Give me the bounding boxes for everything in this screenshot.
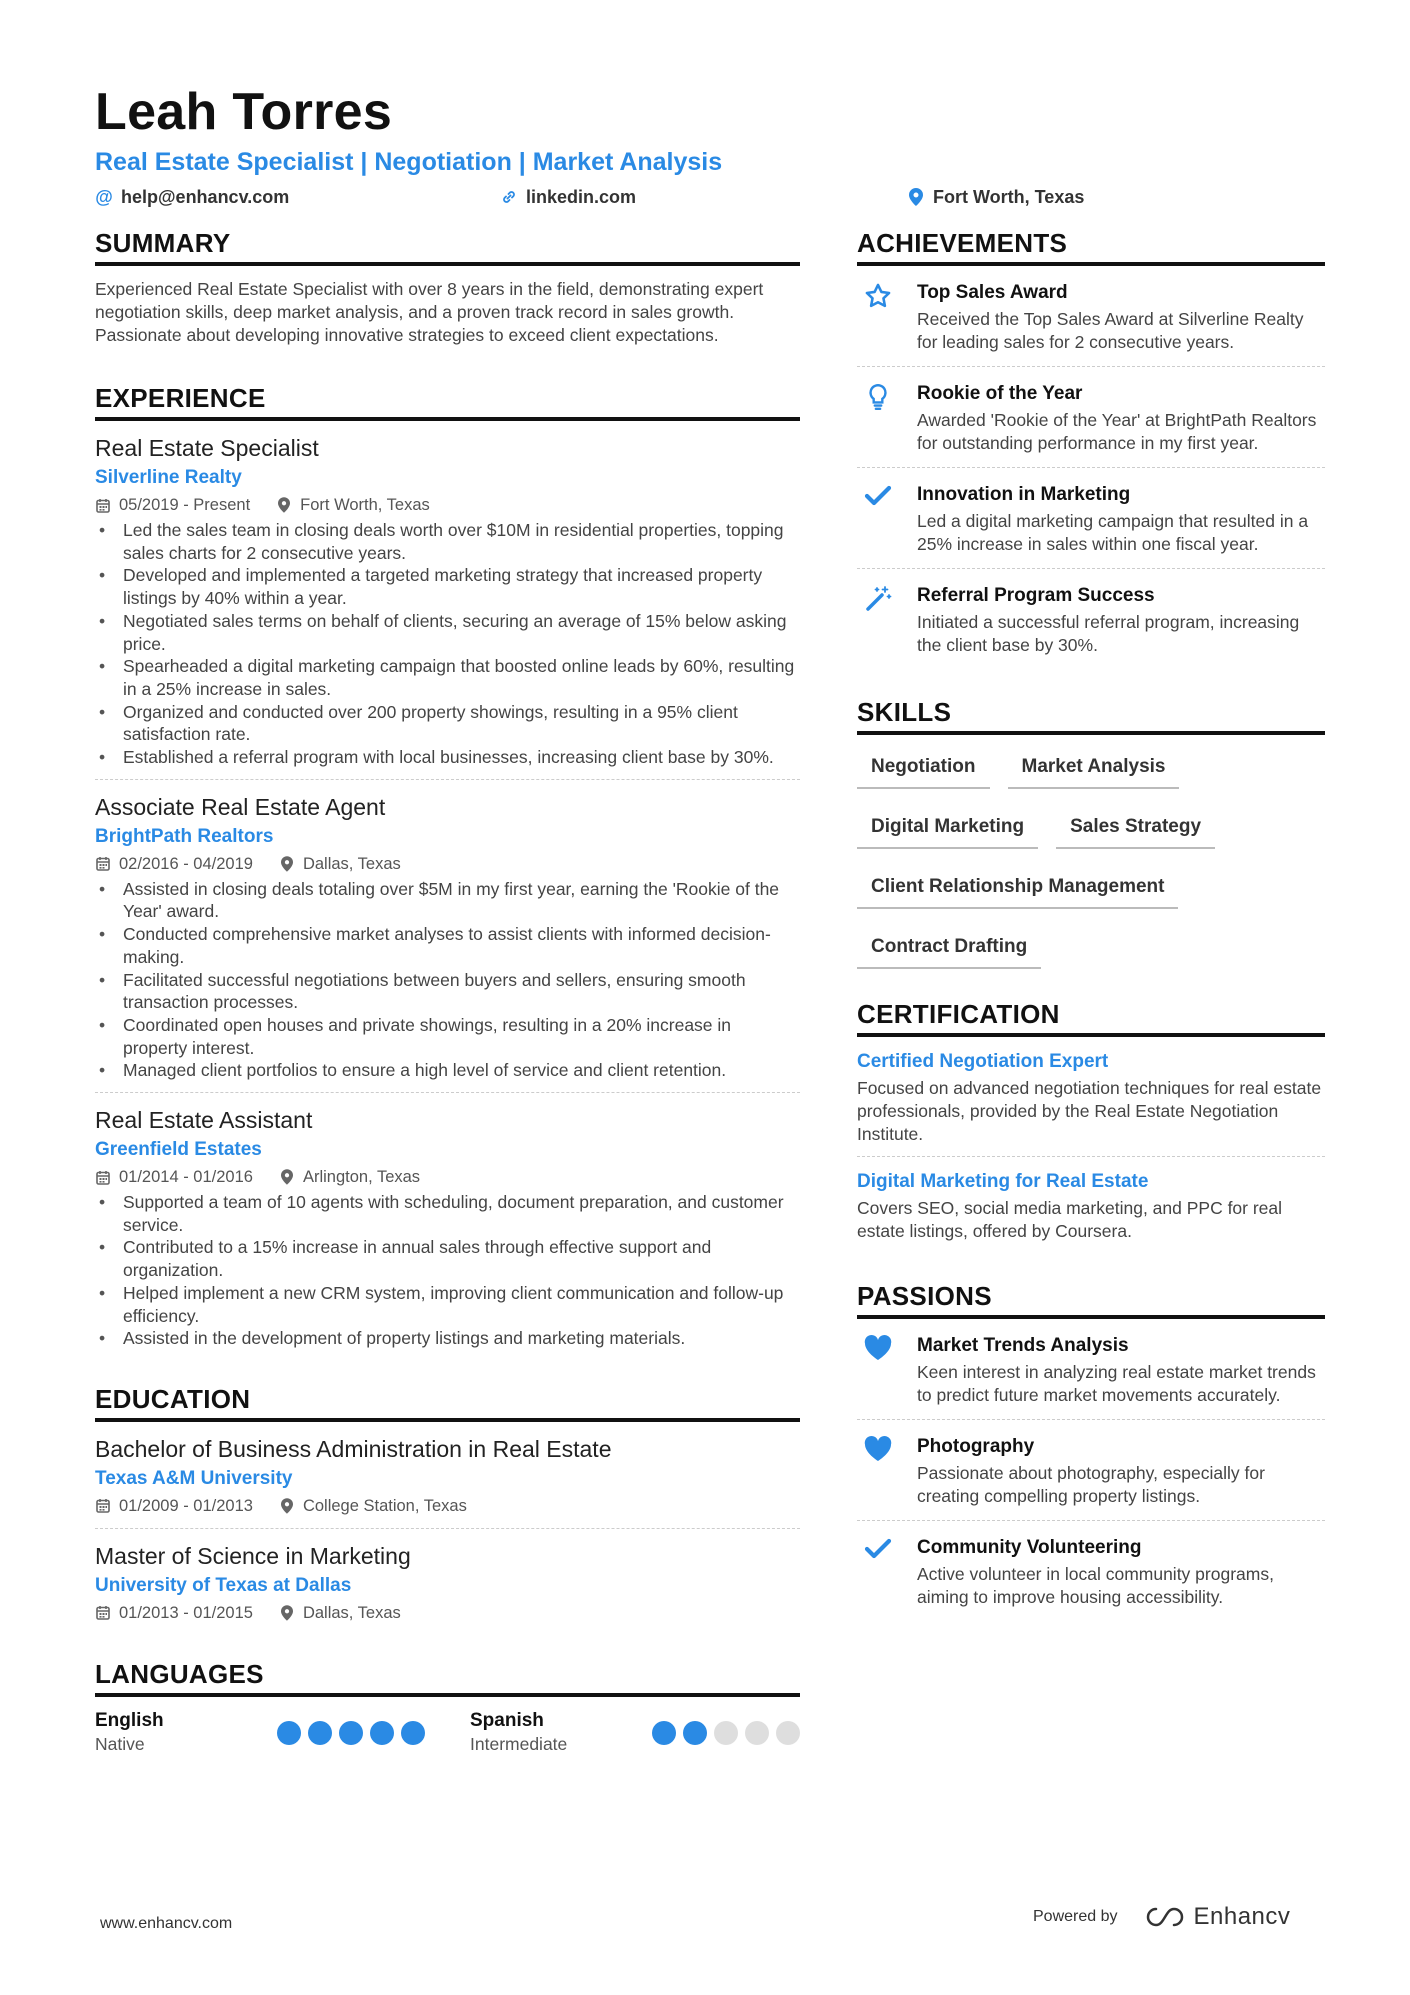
entry-description: Passionate about photography, especially for creating compelling property listings.	[917, 1463, 1265, 1506]
date-range	[95, 1165, 253, 1189]
entry-description: Active volunteer in local community programs, aiming to improve housing accessibility.	[917, 1564, 1274, 1607]
calendar-icon	[95, 856, 111, 871]
proficiency-dot	[370, 1721, 394, 1745]
school-name[interactable]: University of Texas at Dallas	[95, 1574, 352, 1596]
location-text: Arlington, Texas	[302, 1168, 421, 1187]
bullet-item: • Facilitated successful negotiations between buyers and sellers, ensuring smooth transaction processes.	[95, 969, 800, 1014]
bullet-item: • Helped implement a new CRM system, improving client communication and follow-up efficiency.	[95, 1282, 800, 1327]
passion-list	[857, 1319, 1325, 1621]
email-text: help@enhancv.com	[121, 187, 290, 207]
company-name[interactable]: Silverline Realty	[95, 467, 242, 488]
location-text: Dallas, Texas	[302, 1603, 401, 1622]
language-list	[95, 1709, 800, 1755]
skill-tag: Negotiation	[857, 751, 990, 789]
location-pin-icon	[907, 188, 925, 206]
experience-heading: EXPERIENCE	[95, 381, 800, 421]
date-text: 05/2019 - Present	[119, 496, 251, 514]
certification-entry	[857, 1156, 1325, 1253]
entry-title: Community Volunteering	[917, 1537, 1142, 1558]
calendar-icon	[95, 1605, 111, 1620]
bullet-item: • Assisted in closing deals totaling over $5M in my first year, earning the 'Rookie of the Year' award.	[95, 878, 800, 923]
powered-by-text: Powered by	[1033, 1908, 1118, 1925]
achievement-entry	[857, 467, 1325, 568]
bullet-item: • Negotiated sales terms on behalf of clients, securing an average of 15% below asking price.	[95, 610, 800, 655]
date-text: 01/2013 - 01/2015	[119, 1603, 253, 1622]
bullet-item: • Developed and implemented a targeted marketing strategy that increased property listings by 40% within a year.	[95, 564, 800, 609]
certification-description: Focused on advanced negotiation techniques for real estate professionals, provided by the Real Estate Negotiation Institute.	[857, 1078, 1322, 1144]
heart-icon	[857, 1333, 899, 1407]
education-section	[95, 1382, 800, 1635]
language-entry	[470, 1709, 800, 1755]
proficiency-dot	[308, 1721, 332, 1745]
candidate-name: Leah Torres	[95, 83, 393, 141]
certification-list	[857, 1037, 1325, 1253]
skill-tag: Digital Marketing	[857, 811, 1038, 849]
proficiency-dot	[683, 1721, 707, 1745]
entry-body	[917, 583, 1325, 657]
language-entry	[95, 1709, 425, 1755]
lightbulb-icon	[857, 381, 899, 455]
meta-row	[95, 1494, 800, 1518]
location-text: Dallas, Texas	[302, 854, 401, 873]
calendar-icon	[95, 1170, 111, 1185]
footer-branding	[1033, 1903, 1290, 1931]
left-column	[95, 226, 800, 1789]
entry-title: Top Sales Award	[917, 282, 1068, 303]
language-name: Spanish	[470, 1709, 544, 1731]
certification-title[interactable]: Digital Marketing for Real Estate	[857, 1171, 1149, 1192]
passions-section	[857, 1279, 1325, 1621]
job-title: Associate Real Estate Agent	[95, 793, 386, 820]
date-range	[95, 852, 253, 876]
location	[279, 1165, 420, 1189]
skills-section	[857, 695, 1325, 969]
entry-body	[917, 1333, 1325, 1407]
heart-icon	[857, 1434, 899, 1508]
location	[276, 493, 430, 517]
passion-entry	[857, 1419, 1325, 1520]
checkmark-icon	[857, 482, 899, 556]
date-text: 02/2016 - 04/2019	[119, 854, 253, 873]
calendar-icon	[95, 1498, 111, 1513]
proficiency-dot	[714, 1721, 738, 1745]
location-text: College Station, Texas	[302, 1496, 467, 1515]
entry-description: Received the Top Sales Award at Silverline Realty for leading sales for 2 consecutive years.	[917, 309, 1304, 352]
entry-body	[917, 1434, 1325, 1508]
skill-tag: Client Relationship Management	[857, 871, 1178, 909]
enhancv-logo-icon	[1142, 1905, 1188, 1929]
location-pin-icon	[279, 856, 295, 872]
right-column	[857, 226, 1325, 1655]
company-name[interactable]: BrightPath Realtors	[95, 825, 274, 847]
company-name[interactable]: Greenfield Estates	[95, 1139, 262, 1161]
bullet-item: • Contributed to a 15% increase in annual sales through effective support and organization.	[95, 1236, 800, 1281]
bullet-item: • Organized and conducted over 200 property showings, resulting in a 95% client satisfaction rate.	[95, 701, 800, 746]
candidate-tagline: Real Estate Specialist | Negotiation | Market Analysis	[95, 148, 723, 176]
bullet-item: • Managed client portfolios to ensure a high level of service and client retention.	[95, 1059, 800, 1082]
bullet-item: • Assisted in the development of property listings and marketing materials.	[95, 1327, 800, 1350]
entry-title: Photography	[917, 1436, 1035, 1457]
linkedin-text: linkedin.com	[526, 187, 637, 207]
link-icon	[500, 189, 518, 205]
summary-text: Experienced Real Estate Specialist with over 8 years in the field, demonstrating expert negotiation skills, deep market analysis, and a proven track record in sales growth. Passionate about developing innovative strategies to exceed client expectations.	[95, 279, 764, 345]
certification-heading: CERTIFICATION	[857, 997, 1325, 1037]
footer-website[interactable]: www.enhancv.com	[100, 1915, 233, 1932]
entry-title: Referral Program Success	[917, 585, 1155, 606]
at-sign-icon: @	[95, 187, 113, 207]
languages-heading: LANGUAGES	[95, 1657, 800, 1697]
education-entry	[95, 1422, 800, 1528]
achievement-entry	[857, 568, 1325, 669]
entry-description: Led a digital marketing campaign that resulted in a 25% increase in sales within one fiscal year.	[917, 511, 1309, 554]
skill-tag: Sales Strategy	[1056, 811, 1215, 849]
star-icon	[857, 280, 899, 354]
location-pin-icon	[279, 1498, 295, 1514]
skill-list	[857, 751, 1297, 969]
location	[279, 1601, 401, 1625]
languages-section	[95, 1657, 800, 1755]
education-list	[95, 1422, 800, 1635]
location	[279, 1494, 467, 1518]
language-name: English	[95, 1709, 164, 1731]
location-pin-icon	[279, 1605, 295, 1621]
job-entry	[95, 1092, 800, 1360]
bullet-item: • Coordinated open houses and private showings, resulting in a 20% increase in property interest.	[95, 1014, 800, 1059]
skills-heading: SKILLS	[857, 695, 1325, 735]
entry-description: Keen interest in analyzing real estate market trends to predict future market movements accurately.	[917, 1362, 1316, 1405]
skill-tag: Market Analysis	[1008, 751, 1180, 789]
summary-heading: SUMMARY	[95, 226, 800, 266]
entry-body	[917, 482, 1325, 556]
experience-section	[95, 381, 800, 1360]
passion-entry	[857, 1520, 1325, 1621]
enhancv-brand-text: Enhancv	[1193, 1903, 1291, 1930]
job-title: Real Estate Assistant	[95, 1107, 313, 1134]
language-level: Native	[95, 1733, 145, 1754]
date-text: 01/2009 - 01/2013	[119, 1496, 253, 1515]
passions-heading: PASSIONS	[857, 1279, 1325, 1319]
degree: Bachelor of Business Administration in Real Estate	[95, 1435, 612, 1462]
job-title: Real Estate Specialist	[95, 435, 319, 461]
entry-body	[917, 381, 1325, 455]
certification-description: Covers SEO, social media marketing, and PPC for real estate listings, offered by Coursera.	[857, 1198, 1283, 1241]
date-range	[95, 1494, 253, 1518]
location-pin-icon	[276, 497, 292, 513]
school-name[interactable]: Texas A&M University	[95, 1467, 293, 1489]
entry-body	[917, 280, 1325, 354]
skill-tag: Contract Drafting	[857, 931, 1041, 969]
proficiency-dots	[277, 1721, 425, 1745]
location-text: Fort Worth, Texas	[933, 187, 1085, 207]
contact-location	[907, 184, 1084, 210]
job-entry	[95, 779, 800, 1092]
education-heading: EDUCATION	[95, 1382, 800, 1422]
location-text: Fort Worth, Texas	[300, 496, 430, 514]
bullet-item: • Led the sales team in closing deals worth over $10M in residential properties, topping sales charts for 2 consecutive years.	[95, 519, 800, 564]
language-text	[95, 1709, 164, 1755]
achievements-heading: ACHIEVEMENTS	[857, 226, 1325, 266]
date-text: 01/2014 - 01/2016	[119, 1168, 253, 1187]
certification-section	[857, 997, 1325, 1253]
language-level: Intermediate	[470, 1733, 568, 1754]
job-bullets	[95, 878, 800, 1082]
calendar-icon	[95, 498, 111, 513]
enhancv-logo[interactable]	[1142, 1903, 1291, 1931]
proficiency-dots	[652, 1721, 800, 1745]
bullet-item: • Spearheaded a digital marketing campaign that boosted online leads by 60%, resulting in a 25% increase in sales.	[95, 655, 800, 700]
job-bullets	[95, 1191, 800, 1350]
location-pin-icon	[279, 1169, 295, 1185]
bullet-item: • Established a referral program with local businesses, increasing client base by 30%.	[95, 746, 800, 769]
certification-title[interactable]: Certified Negotiation Expert	[857, 1051, 1109, 1072]
contact-email[interactable]	[95, 184, 289, 210]
entry-description: Awarded 'Rookie of the Year' at BrightPath Realtors for outstanding performance in my first year.	[917, 410, 1317, 453]
education-entry	[95, 1528, 800, 1635]
meta-row	[95, 493, 800, 517]
proficiency-dot	[745, 1721, 769, 1745]
achievement-entry	[857, 266, 1325, 366]
contact-row	[95, 184, 1325, 212]
meta-row	[95, 1165, 800, 1189]
contact-linkedin[interactable]	[500, 184, 636, 210]
entry-title: Rookie of the Year	[917, 383, 1083, 404]
certification-entry	[857, 1037, 1325, 1156]
proficiency-dot	[401, 1721, 425, 1745]
date-range	[95, 493, 250, 517]
language-text	[470, 1709, 567, 1755]
achievement-entry	[857, 366, 1325, 467]
resume-header	[95, 82, 1325, 212]
job-bullets	[95, 519, 800, 769]
proficiency-dot	[652, 1721, 676, 1745]
job-entry	[95, 421, 800, 779]
achievements-section	[857, 226, 1325, 669]
proficiency-dot	[776, 1721, 800, 1745]
achievement-list	[857, 266, 1325, 669]
entry-body	[917, 1535, 1325, 1609]
proficiency-dot	[277, 1721, 301, 1745]
entry-description: Initiated a successful referral program, increasing the client base by 30%.	[917, 612, 1300, 655]
entry-title: Market Trends Analysis	[917, 1335, 1129, 1356]
location	[279, 852, 401, 876]
entry-title: Innovation in Marketing	[917, 484, 1131, 505]
date-range	[95, 1601, 253, 1625]
checkmark-icon	[857, 1535, 899, 1609]
magic-wand-icon	[857, 583, 899, 657]
proficiency-dot	[339, 1721, 363, 1745]
degree: Master of Science in Marketing	[95, 1542, 411, 1569]
meta-row	[95, 1601, 800, 1625]
summary-section	[95, 226, 800, 347]
bullet-item: • Conducted comprehensive market analyses to assist clients with informed decision-making.	[95, 923, 800, 968]
bullet-item: • Supported a team of 10 agents with scheduling, document preparation, and customer service.	[95, 1191, 800, 1236]
job-list	[95, 421, 800, 1360]
meta-row	[95, 852, 800, 876]
passion-entry	[857, 1319, 1325, 1419]
